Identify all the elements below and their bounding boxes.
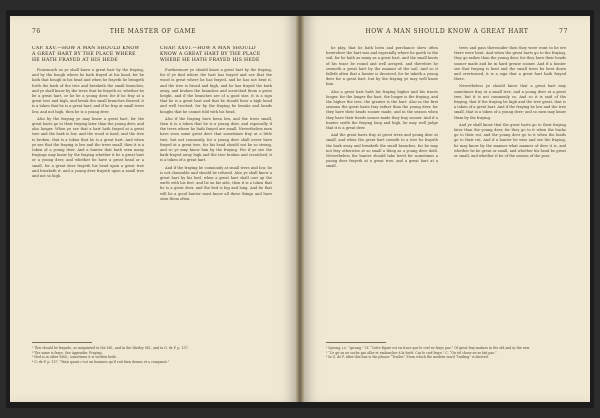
- paragraph: Also a great hart hath his fraying higher and his traces longer, for the longer the hart, the longer is the fraying, and the higher the tree, the greater is the hart. Also in the first seasons the great harts fray rather than the young deer, for they have their heads sooner made, and in the season when they have their heads sooner made they fray sooner. And if a hunter seeth the fraying long and high, he may well judge that it is a great deer.: [326, 89, 438, 131]
- page-number: 76: [32, 28, 41, 35]
- chapter-heading: CAP. XXV.—HOW A MAN SHOULD KNOW A GREAT HART BY THE PLACE WHERE HE HATH FRAYED AT HIS HEDE: [32, 46, 140, 63]
- right-text-columns: [326, 46, 568, 336]
- footnote: ² “Ce qu’on ne sache pas aller et embuscher à la forêt. Car le cerf fraye.” C. “Ou tel chose ne se fait pas.”: [326, 350, 497, 355]
- left-column-1: [32, 46, 144, 336]
- paragraph: Forasmuch as ye shall know a great hart by the fraying, and by the bough where he hath frayed at his head, for he hath that bough in his head and when he frayeth he bringeth forth the bark of the tree and breaketh the small branches, and ye shall know by the trees that he frayeth at, whether he be a great hart, or he be a young deer, for if he fray at a great tree and high, and break the small branches thereof, it is a token that he is a great hart; and if he fray at small trees low, and not high, then he is a young deer.: [32, 68, 144, 114]
- footnote: ¹ This should be fraynde, as misprinted in the MS., and in the Shirley MS., and in G. de F. p. 137.: [32, 346, 189, 350]
- footnote: ⁴ G. de F. p. 137: “Mais quant c’est un hommes qu’il voit bien dessus et a compassé.”: [32, 359, 170, 364]
- right-footnotes: [326, 346, 568, 360]
- left-column-2: [160, 46, 272, 336]
- left-footnotes: [32, 346, 274, 364]
- paragraph: trees and pass thereunder then they were wont to be ere there were bent. And when the great harts go to the fraying, they go rather than the young deer, for they have their heads sooner made and be in hard grease sooner. And if a hunter see that fraying is bent and the small trees be bent down and overturned, it is a sign that a great hart hath frayed there.: [454, 46, 566, 82]
- right-page: [304, 16, 590, 402]
- running-title: THE MASTER OF GAME: [109, 28, 197, 35]
- left-text-columns: [32, 46, 274, 336]
- paragraph: And if the fraying be commonly at small trees and low, he is not chaseable and should be refused. Also ye shall know a great hart by his bed, when a great hart shall cast up the earth with his feet, and lie on his side, then it is a token that he is a great deer, and the bed is big and long. And he that will be a good hunter must know all these things and have seen them often.: [160, 165, 272, 201]
- paragraph: Furthermore ye should know a great hart by the fraying, for if ye find where the hart has frayed and see that the wood is great where he has frayed, and he has not bent it, and the tree is broad and high, and he has frayed the bark away, and broken the branches and scratched them a great height, and if the branches are of a good size, it is a sign that he is a great hart and that he should bear a high head and well troched, for by the fraying he breaks and bends boughs that he cannot fold with his head.: [160, 68, 272, 114]
- paragraph: he play, that he hath been and perchance shew often heretofore the hart was and especially where he goeth to the soil, for he hath as many as a great hart, and the small knots of his trace be round and well arrayed, and therefore he seemeth a great hart by the manner of the soil. And so it falleth often that a hunter is deceived, for he taketh a young deer for a great hart, but by the fraying ye may well know him.: [326, 46, 438, 87]
- footnote: ² The same is fraye. See Appendix: Fraying.: [32, 350, 103, 355]
- page-number: 77: [559, 28, 568, 35]
- footnote: ³ Hed is in other MSS.; sometimes it is written hede.: [32, 355, 117, 360]
- book-spread: [6, 10, 594, 408]
- footnote: ¹ Sprong, i.e. “sprung.” Cf. “Cette figure est en trace que le cerf ne fraye pas.” Of great fray-makers in the old and in the new.: [326, 346, 530, 350]
- paragraph: Nevertheless ye should know that a great hart may sometimes fray at a small tree, and a young deer at a great tree, but it is not commonly so. And so it is said of the fraying, that if the fraying be high and the tree great, that is a token of a great hart. And if the fraying be low and the tree small, that is a token of a young deer; and so men may know them by the fraying.: [454, 84, 566, 120]
- footnote-rule: [326, 342, 386, 343]
- right-column-1: [326, 46, 438, 336]
- paragraph: And ye shall know that the great harts go to their fraying later than the young deer, for they go to it when the bucks go to their rut, and the young deer go to it when the hinds go to their rut. And if a hunter be wise and see the fraying, he may know by the manner what manner of deer it is, and whether he be great or small, and whether his head be great or small, and whether it be of the season of the year.: [454, 122, 566, 159]
- running-title: HOW A MAN SHOULD KNOW A GREAT HART: [365, 28, 529, 35]
- paragraph: And the great harts fray at great trees and young deer at small, and when the great hart cometh to a tree he frayeth the bark away and breaketh the small branches, for he may not fray otherwise at so small a thing as a young deer doth. Nevertheless the hunter should take heed for sometimes a young deer frayeth at a great tree, and a great hart at a small.: [326, 133, 438, 169]
- left-page: [10, 16, 296, 402]
- paragraph: Also by the fraying ye may know a great hart, for the great harts go to their fraying later than the young deer, and also longer. When ye see that a hart hath frayed at a great tree and the bark is low, and the wood is hard, and the tree is broken, that is a token that he is a great hart. And when ye see that the fraying is low and the trees small, then it is a token of a young deer. And a hunter that hath seen many frayings may know by the fraying whether it be a great hart or a young deer, and whether he have a great head or a small, for a great deer frayeth his head upon a great tree and breaketh it, and a young deer frayeth upon a small tree and not so high.: [32, 116, 144, 179]
- book-gutter: [296, 16, 304, 402]
- footnote-rule: [32, 342, 92, 343]
- chapter-heading: CHAP. XXVI.—HOW A MAN SHOULD KNOW A GREAT HART BY THE PLACE WHERE HE HATH FRAYED HIS HEDE: [160, 46, 261, 63]
- footnote: ³ In G. de F. after this line is the phrase “Trailer.” From which the modern word “trailing” is derived.: [326, 355, 489, 360]
- right-column-2: [454, 46, 566, 336]
- paragraph: Also if the fraying have been low, and the trees small, then it is a token that he is a young deer, and especially if the trees where he hath frayed are small. Nevertheless men have seen some great deer that sometimes fray at a little tree, but not commonly, for a young deer shall never have frayed at a great tree, for his head should not be so strong, and so ye may know him by the fraying. For if ye see the bark frayed away high and the tree broken and scratched, it is a token of a great hart.: [160, 116, 272, 163]
